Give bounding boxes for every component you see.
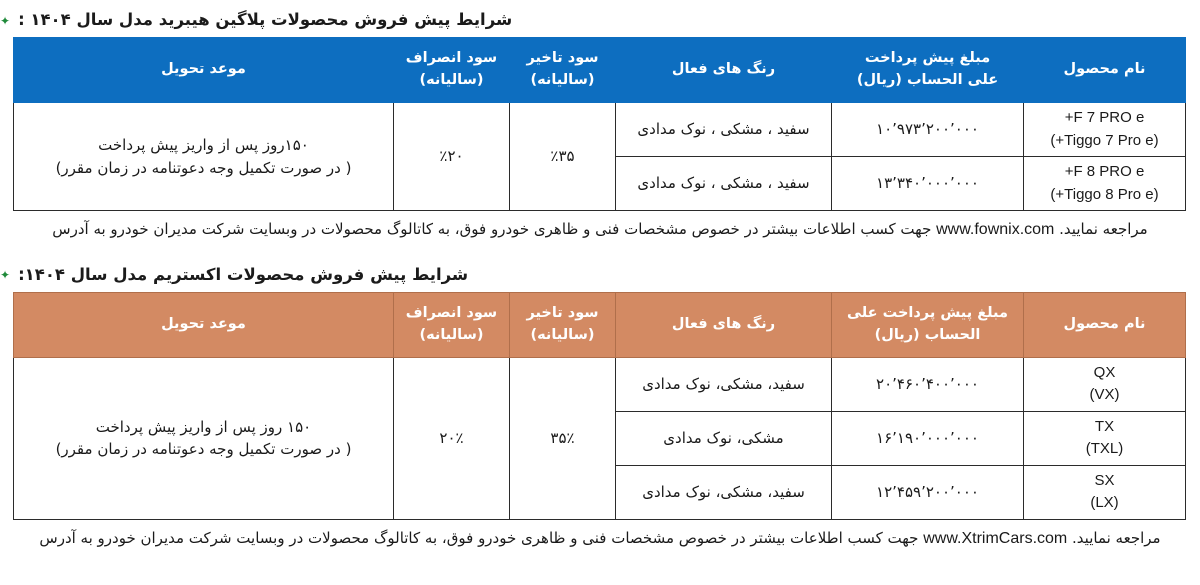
header-product: نام محصول (1024, 38, 1186, 103)
cell-prepayment: ۱۳٬۳۴۰٬۰۰۰٬۰۰۰ (832, 157, 1024, 211)
cell-colors: سفید، مشکی، نوک مدادی (616, 465, 832, 519)
header-delivery: موعد تحویل (14, 38, 394, 103)
cell-product (1024, 103, 1186, 157)
table-header-row (14, 38, 1186, 103)
header-prepayment-line1: مبلغ پیش پرداخت (864, 50, 991, 67)
diamond-bullet-icon: ✦ (0, 268, 11, 283)
table-header-row (14, 292, 1186, 357)
product-code: (LX) (1090, 494, 1119, 512)
cell-colors: مشکی، نوک مدادی (616, 411, 832, 465)
delivery-line2: ( در صورت تکمیل وجه دعوتنامه در زمان مقرر) (55, 158, 352, 177)
xtrim-section-heading (0, 265, 1200, 284)
header-late-line2: (سالیانه) (530, 326, 595, 343)
cell-colors: سفید، مشکی، نوک مدادی (616, 357, 832, 411)
header-late-profit (510, 292, 616, 357)
header-cancel-line1: سود انصراف (405, 304, 498, 321)
cell-prepayment: ۱۲٬۴۵۹٬۲۰۰٬۰۰۰ (832, 465, 1024, 519)
cell-late-profit: ٪۳۵ (510, 103, 616, 211)
header-prepayment (832, 292, 1024, 357)
header-prepayment (832, 38, 1024, 103)
cell-colors: سفید ، مشکی ، نوک مدادی (616, 103, 832, 157)
cell-prepayment: ۱۶٬۱۹۰٬۰۰۰٬۰۰۰ (832, 411, 1024, 465)
product-name: F 8 PRO e+ (1064, 163, 1145, 180)
header-prepayment-line1: مبلغ پیش پرداخت علی (847, 304, 1008, 321)
header-late-line1: سود تاخیر (526, 50, 599, 67)
table-row (14, 357, 1186, 411)
xtrim-footnote (0, 520, 1200, 552)
header-prepayment-line2: علی الحساب (ریال) (856, 72, 999, 88)
cell-product (1024, 357, 1186, 411)
header-cancel-profit (394, 38, 510, 103)
cell-delivery (14, 103, 394, 211)
diamond-bullet-icon: ✦ (0, 13, 11, 28)
cell-prepayment: ۲۰٬۴۶۰٬۴۰۰٬۰۰۰ (832, 357, 1024, 411)
xtrim-preorder-table (13, 292, 1186, 520)
header-product: نام محصول (1024, 292, 1186, 357)
header-delivery: موعد تحویل (14, 292, 394, 357)
header-cancel-line2: (سالیانه) (419, 72, 484, 88)
hybrid-preorder-table (13, 37, 1186, 211)
delivery-line1: ۱۵۰ روز پس از واریز پیش پرداخت (95, 417, 312, 436)
footnote-before-text: جهت کسب اطلاعات بیشتر در خصوص مشخصات فنی و ظاهری خودرو فوق، به کاتالوگ محصولات در وبسایت شرکت مدیران خودرو به آدرس (52, 220, 932, 238)
cell-prepayment: ۱۰٬۹۷۳٬۲۰۰٬۰۰۰ (832, 103, 1024, 157)
cell-late-profit: ۳۵٪ (510, 357, 616, 519)
delivery-line2: ( در صورت تکمیل وجه دعوتنامه در زمان مقرر) (55, 440, 352, 459)
table-row (14, 103, 1186, 157)
header-cancel-line2: (سالیانه) (419, 326, 484, 343)
footnote-after-text: مراجعه نمایید. (1059, 220, 1148, 238)
delivery-line1: ۱۵۰روز پس از واریز پیش پرداخت (98, 136, 309, 154)
product-name: TX (1094, 417, 1115, 435)
footnote-after-text: مراجعه نمایید. (1072, 528, 1161, 547)
product-code: (Tiggo 8 Pro e+) (1050, 185, 1159, 203)
cell-delivery (14, 357, 394, 519)
footnote-before-text: جهت کسب اطلاعات بیشتر در خصوص مشخصات فنی و ظاهری خودرو فوق، به کاتالوگ محصولات در وبسایت شرکت مدیران خودرو به آدرس (39, 528, 919, 547)
header-prepayment-line2: الحساب (ریال) (874, 326, 981, 343)
xtrim-heading-text: شرایط پیش فروش محصولات اکستریم مدل سال ۱۴۰۴: (18, 264, 469, 284)
product-code: (Tiggo 7 Pro e+) (1050, 131, 1159, 149)
cell-product (1024, 465, 1186, 519)
cell-cancel-profit: ٪۲۰ (394, 103, 510, 211)
header-late-line1: سود تاخیر (526, 304, 599, 321)
cell-colors: سفید ، مشکی ، نوک مدادی (616, 157, 832, 211)
cell-cancel-profit: ۲۰٪ (394, 357, 510, 519)
header-colors: رنگ های فعال (616, 38, 832, 103)
hybrid-footnote (0, 211, 1200, 243)
xtrimcars-website-link[interactable]: www.XtrimCars.com (923, 529, 1068, 547)
cell-product (1024, 157, 1186, 211)
hybrid-section-heading (0, 10, 1200, 29)
header-late-line2: (سالیانه) (530, 72, 595, 88)
product-name: F 7 PRO e+ (1064, 109, 1145, 126)
header-late-profit (510, 38, 616, 103)
fownix-website-link[interactable]: www.fownix.com (936, 221, 1055, 238)
header-cancel-line1: سود انصراف (405, 50, 498, 67)
header-cancel-profit (394, 292, 510, 357)
cell-product (1024, 411, 1186, 465)
header-colors: رنگ های فعال (616, 292, 832, 357)
product-code: (VX) (1089, 386, 1120, 404)
product-name: SX (1094, 471, 1115, 489)
hybrid-heading-text: شرایط پیش فروش محصولات پلاگین هیبرید مدل سال ۱۴۰۴ : (18, 10, 513, 29)
product-name: QX (1093, 363, 1116, 381)
product-code: (TXL) (1085, 440, 1124, 458)
